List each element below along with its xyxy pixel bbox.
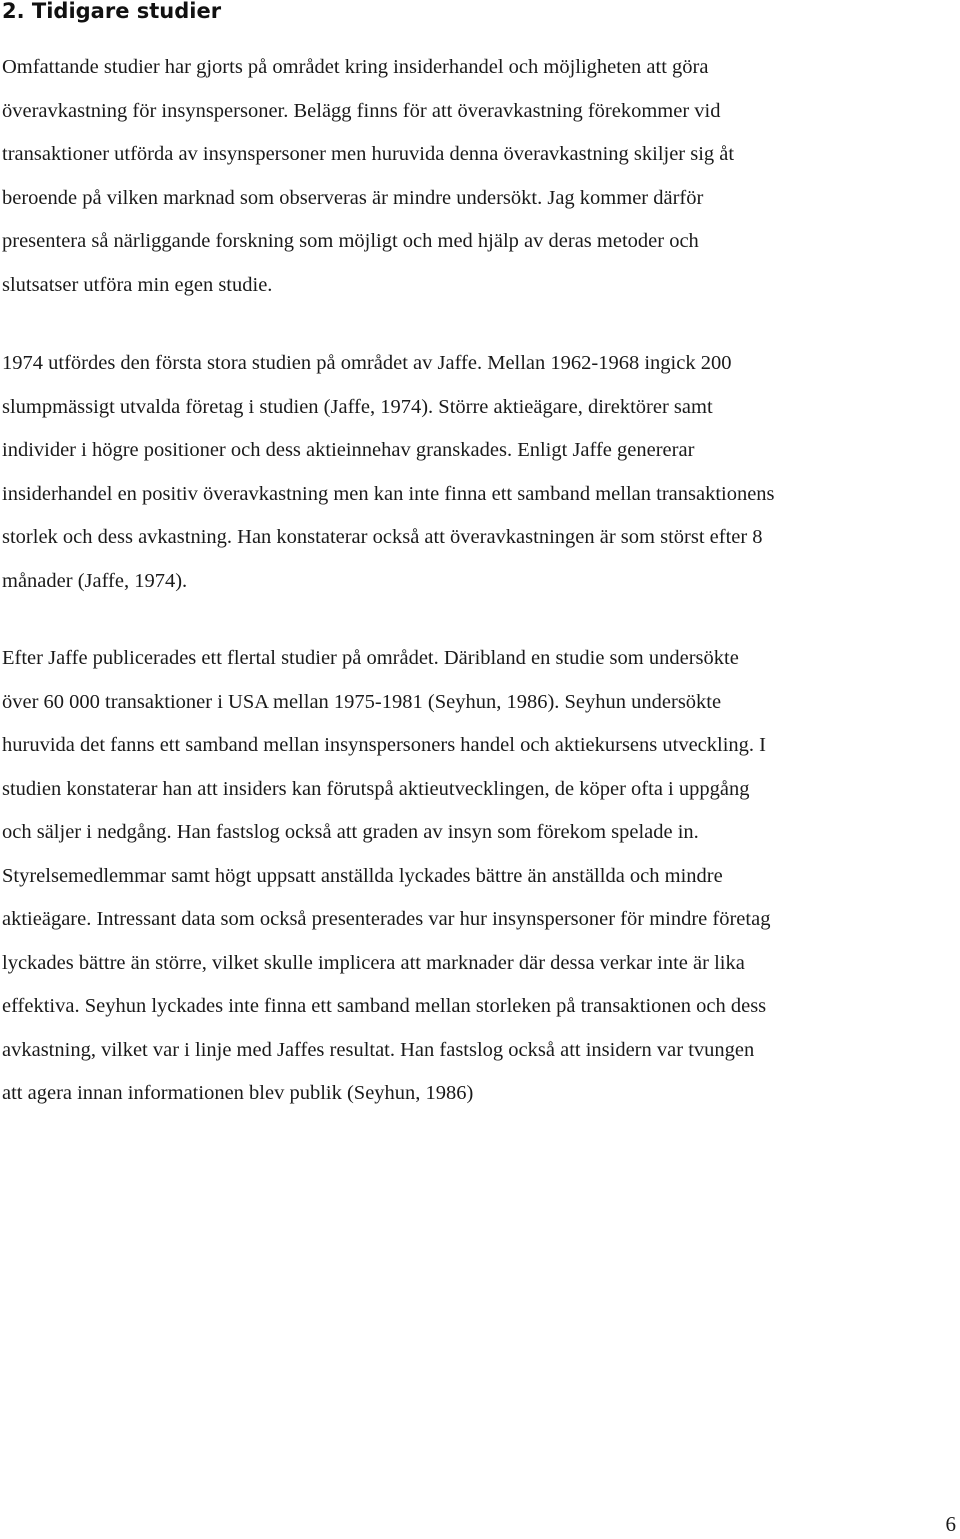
text-line: Efter Jaffe publicerades ett flertal studier på området. Däribland en studie som undersökte [2, 647, 739, 669]
text-line: 1974 utfördes den första stora studien på området av Jaffe. Mellan 1962-1968 ingick 200 [2, 352, 732, 374]
text-line: lyckades bättre än större, vilket skulle implicera att marknader där dessa verkar inte är lika [2, 951, 745, 974]
text-line: månader (Jaffe, 1974). [2, 569, 188, 592]
page-number: 6 [945, 1512, 956, 1536]
text-line: slutsatser utföra min egen studie. [2, 273, 273, 296]
text-line: huruvida det fanns ett samband mellan insynspersoners handel och aktiekursens utveckling. I [2, 734, 766, 756]
text-line: överavkastning för insynspersoner. Belägg finns för att överavkastning förekommer vid [2, 99, 721, 122]
text-line: över 60 000 transaktioner i USA mellan 1975-1981 (Seyhun, 1986). Seyhun undersökte [2, 690, 722, 713]
text-line: att agera innan informationen blev publik (Seyhun, 1986) [2, 1082, 474, 1104]
paragraph-jaffe-study [2, 342, 775, 603]
text-line: Omfattande studier har gjorts på området kring insiderhandel och möjligheten att göra [2, 56, 709, 78]
text-line: aktieägare. Intressant data som också presenterades var hur insynspersoner för mindre företag [2, 908, 771, 930]
text-line: insiderhandel en positiv överavkastning men kan inte finna ett samband mellan transaktionens [2, 482, 775, 505]
text-line: effektiva. Seyhun lyckades inte finna ett samband mellan storleken på transaktionen och dess [2, 995, 767, 1017]
text-line: och säljer i nedgång. Han fastslog också att graden av insyn som förekom spelade in. [2, 821, 699, 843]
text-line: presentera så närliggande forskning som möjligt och med hjälp av deras metoder och [2, 230, 699, 252]
text-line: studien konstaterar han att insiders kan förutspå aktieutvecklingen, de köper ofta i uppgång [2, 777, 750, 800]
text-line: beroende på vilken marknad som observeras är mindre undersökt. Jag kommer därför [2, 186, 704, 209]
text-line: avkastning, vilket var i linje med Jaffes resultat. Han fastslog också att insidern var tvungen [2, 1038, 755, 1061]
text-line: transaktioner utförda av insynspersoner men huruvida denna överavkastning skiljer sig åt [2, 143, 735, 165]
paragraph-seyhun-study [2, 637, 770, 1116]
paragraph-previous-studies-intro [2, 46, 734, 307]
text-line: storlek och dess avkastning. Han konstaterar också att överavkastningen är som störst efter 8 [2, 526, 763, 548]
section-heading: 2. Tidigare studier [2, 0, 222, 23]
text-line: individer i högre positioner och dess aktieinnehav granskades. Enligt Jaffe genererar [2, 439, 695, 461]
text-line: Styrelsemedlemmar samt högt uppsatt anställda lyckades bättre än anställda och mindre [2, 864, 723, 887]
text-line: slumpmässigt utvalda företag i studien (Jaffe, 1974). Större aktieägare, direktörer samt [2, 395, 713, 418]
